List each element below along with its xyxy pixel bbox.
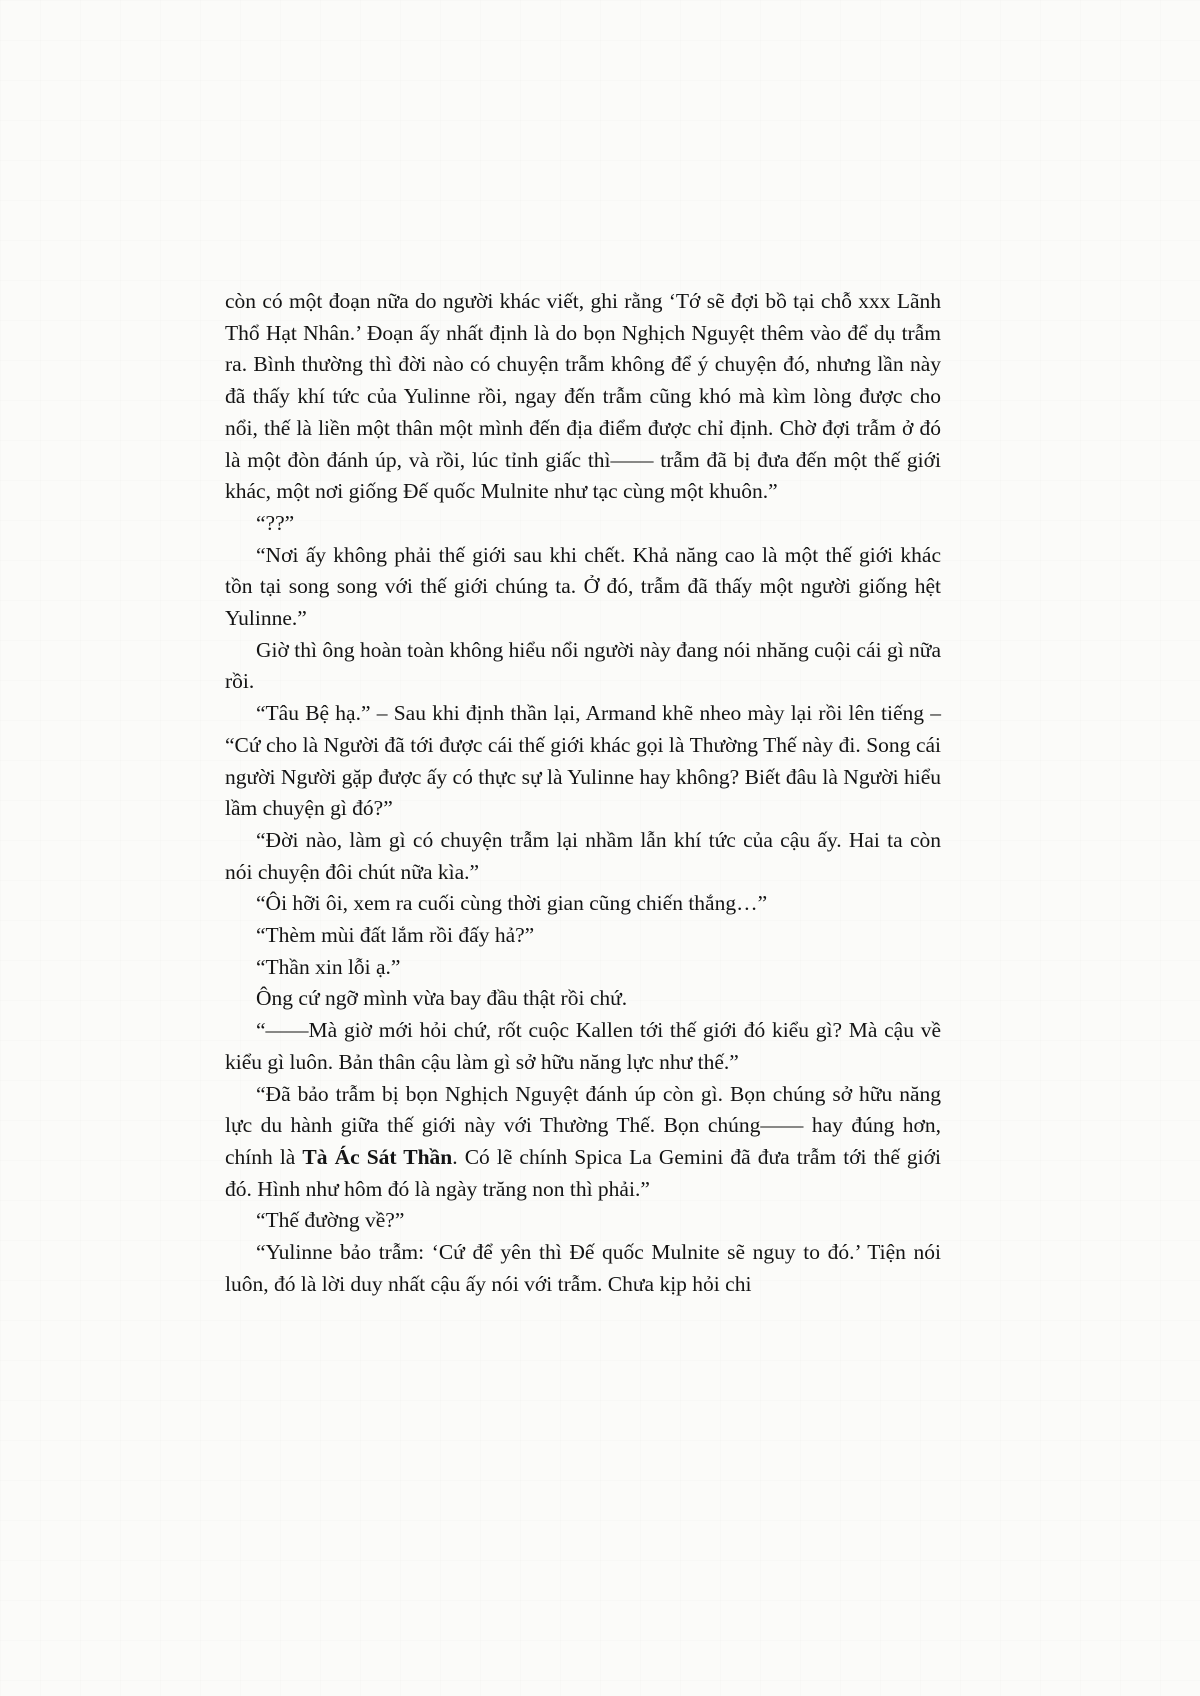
- paragraph: [225, 1237, 941, 1300]
- text-run: “Đã bảo trẫm bị bọn Nghịch Nguyệt đánh úp còn gì. Bọn chúng sở hữu năng lực du hành giữa thế giới này với Thường Thế. Bọn chúng—— hay đúng hơn, chính là: [225, 1081, 941, 1169]
- paragraph: [225, 635, 941, 698]
- paragraph: [225, 920, 941, 952]
- text-run: “Đời nào, làm gì có chuyện trẫm lại nhầm lẫn khí tức của cậu ấy. Hai ta còn nói chuyện đôi chút nữa kìa.”: [225, 827, 941, 884]
- text-run: “Tâu Bệ hạ.” – Sau khi định thần lại, Armand khẽ nheo mày lại rồi lên tiếng – “Cứ cho là Người đã tới được cái thế giới khác gọi là Thường Thế này đi. Song cái người Người gặp được ấy có thực sự là Yulinne hay không? Biết đâu là Người hiểu lầm chuyện gì đó?”: [225, 701, 941, 821]
- text-run: “——Mà giờ mới hỏi chứ, rốt cuộc Kallen tới thế giới đó kiểu gì? Mà cậu về kiểu gì luôn. Bản thân cậu làm gì sở hữu năng lực như thế.”: [225, 1018, 941, 1074]
- paragraph: [225, 983, 941, 1015]
- paragraph: [225, 286, 941, 508]
- paragraph: [225, 1205, 941, 1237]
- paragraph: [225, 952, 941, 984]
- paragraph: [225, 1079, 941, 1206]
- paragraph: [225, 540, 941, 635]
- text-run: “Thèm mùi đất lắm rồi đấy hả?”: [256, 923, 535, 948]
- text-run: “??”: [256, 510, 295, 535]
- text-run: “Ôi hỡi ôi, xem ra cuối cùng thời gian cũng chiến thắng…”: [256, 891, 768, 916]
- text-run: “Thế đường về?”: [256, 1208, 405, 1233]
- text-run: “Yulinne bảo trẫm: ‘Cứ để yên thì Đế quốc Mulnite sẽ nguy to đó.’ Tiện nói luôn, đó là lời duy nhất cậu ấy nói với trẫm. Chưa kịp hỏi chi: [225, 1240, 941, 1296]
- text-run: . Có lẽ chính Spica La Gemini đã đưa trẫm tới thế giới đó. Hình như hôm đó là ngày trăng non thì phải.”: [225, 1144, 941, 1201]
- paragraph: [225, 825, 941, 888]
- paragraph: [225, 1015, 941, 1078]
- text-block: [225, 286, 941, 1301]
- bold-term: Tà Ác Sát Thần: [302, 1144, 453, 1169]
- text-run: Giờ thì ông hoàn toàn không hiểu nổi người này đang nói nhăng cuội cái gì nữa rồi.: [225, 637, 941, 694]
- text-run: Ông cứ ngỡ mình vừa bay đầu thật rồi chứ.: [256, 986, 628, 1011]
- text-run: “Thần xin lỗi ạ.”: [256, 954, 401, 979]
- text-run: còn có một đoạn nữa do người khác viết, ghi rằng ‘Tớ sẽ đợi bồ tại chỗ xxx Lãnh Thổ Hạt Nhân.’ Đoạn ấy nhất định là do bọn Nghịch Nguyệt thêm vào để dụ trẫm ra. Bình thường thì đời nào có chuyện trẫm không để ý chuyện đó, nhưng lần này đã thấy khí tức của Yulinne rồi, ngay đến trẫm cũng khó mà kìm lòng được cho nổi, thế là liền một thân một mình đến địa điểm được chỉ định. Chờ đợi trẫm ở đó là một đòn đánh úp, và rồi, lúc tỉnh giấc thì—— trẫm đã bị đưa đến một thế giới khác, một nơi giống Đế quốc Mulnite như tạc cùng một khuôn.”: [225, 289, 941, 504]
- paragraph: [225, 508, 941, 540]
- text-run: “Nơi ấy không phải thế giới sau khi chết. Khả năng cao là một thế giới khác tồn tại song song với thế giới chúng ta. Ở đó, trẫm đã thấy một người giống hệt Yulinne.”: [225, 542, 941, 631]
- paragraph: [225, 888, 941, 920]
- paragraph: [225, 698, 941, 825]
